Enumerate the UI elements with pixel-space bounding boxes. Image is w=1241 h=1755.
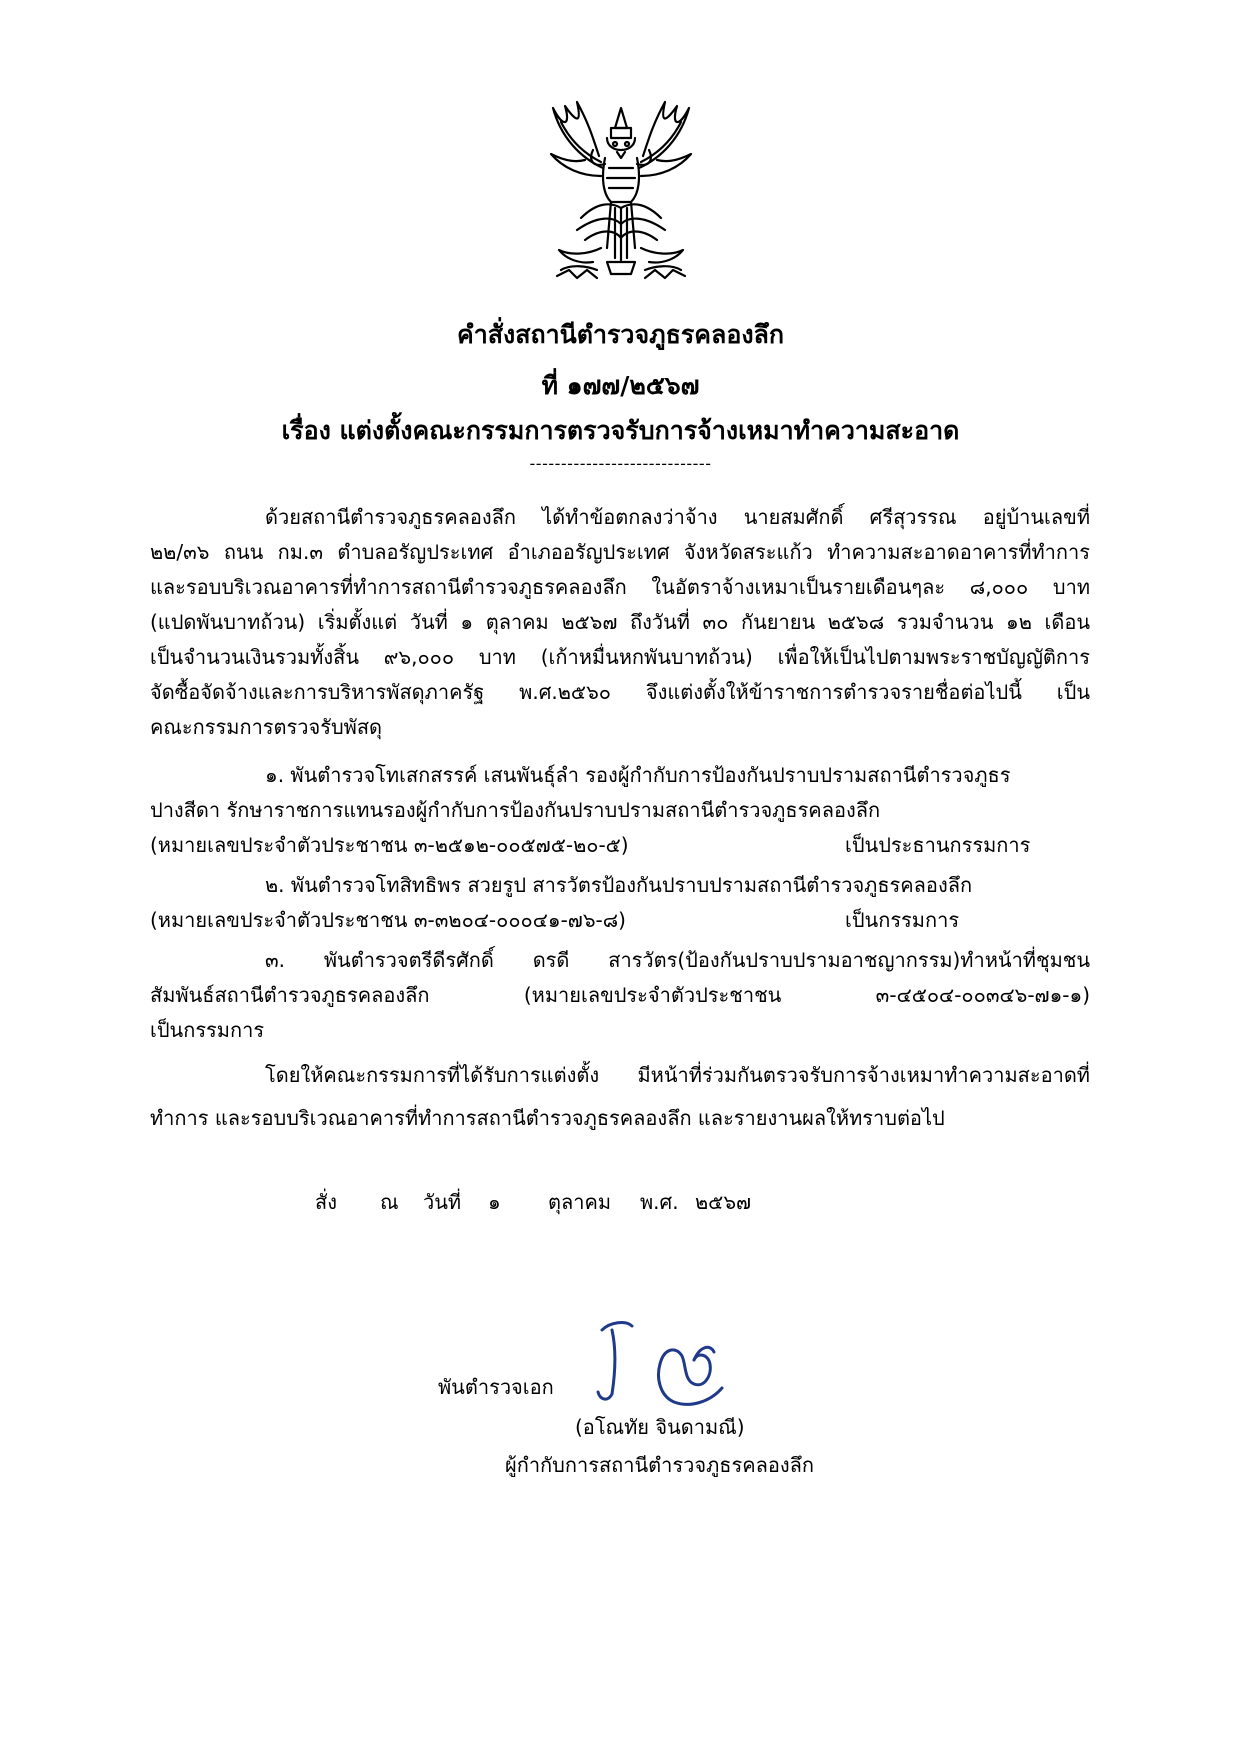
- para1-line3: และรอบบริเวณอาคารที่ทำการสถานีตำรวจภูธรคลองลึก ในอัตราจ้างเหมาเป็นรายเดือนๆละ ๘,๐๐๐ บาท: [150, 575, 1090, 599]
- handwritten-signature: [590, 1318, 750, 1410]
- para1-line4: (แปดพันบาทถ้วน) เริ่มตั้งแต่ วันที่ ๑ ตุลาคม ๒๕๖๗ ถึงวันที่ ๓๐ กันยายน ๒๕๖๘ รวมจำนวน ๑๒ เดือน: [150, 610, 1090, 634]
- member1-line2: ปางสีดา รักษาราชการแทนรองผู้กำกับการป้องกันปราบปรามสถานีตำรวจภูธรคลองลึก: [150, 798, 881, 822]
- order-date-at: ณ: [380, 1190, 399, 1214]
- order-date-day: ๑: [488, 1190, 501, 1214]
- para1-line6: จัดซื้อจัดจ้างและการบริหารพัสดุภาครัฐ พ.ศ.๒๕๖๐ จึงแต่งตั้งให้ข้าราชการตำรวจรายชื่อต่อไปนี้ เป็น: [150, 680, 1090, 704]
- para1-line7: คณะกรรมการตรวจรับพัสดุ: [150, 715, 383, 739]
- para1-line5: เป็นจำนวนเงินรวมทั้งสิ้น ๙๖,๐๐๐ บาท (เก้าหมื่นหกพันบาทถ้วน) เพื่อให้เป็นไปตามพระราชบัญญัติการ: [150, 645, 1090, 669]
- signer-name: (อโณทัย จินดามณี): [575, 1415, 745, 1439]
- order-subject: เรื่อง แต่งตั้งคณะกรรมการตรวจรับการจ้างเหมาทำความสะอาด: [281, 416, 960, 445]
- order-date-month: ตุลาคม: [548, 1190, 612, 1214]
- para1-line2: ๒๒/๓๖ ถนน กม.๓ ตำบลอรัญประเทศ อำเภออรัญประเทศ จังหวัดสระแก้ว ทำความสะอาดอาคารที่ทำการ: [150, 540, 1090, 564]
- order-number: ที่ ๑๗๗/๒๕๖๗: [541, 371, 700, 400]
- member3-line2: สัมพันธ์สถานีตำรวจภูธรคลองลึก (หมายเลขประจำตัวประชาชน ๓-๔๕๐๔-๐๐๓๔๖-๗๑-๑): [150, 983, 1090, 1007]
- member1-id: (หมายเลขประจำตัวประชาชน ๓-๒๕๑๒-๐๐๕๗๕-๒๐-๕): [150, 833, 629, 857]
- order-date-day-label: วันที่: [423, 1190, 462, 1214]
- signer-rank: พันตำรวจเอก: [438, 1375, 554, 1399]
- document-title: คำสั่งสถานีตำรวจภูธรคลองลึก: [456, 320, 785, 349]
- para2-line1: โดยให้คณะกรรมการที่ได้รับการแต่งตั้ง มีหน้าที่ร่วมกันตรวจรับการจ้างเหมาทำความสะอาดที่: [265, 1063, 1090, 1087]
- member2-role: เป็นกรรมการ: [845, 908, 960, 932]
- order-date-era: พ.ศ.: [640, 1190, 679, 1214]
- divider: -----------------------------: [529, 454, 712, 473]
- order-date-label: สั่ง: [315, 1190, 337, 1214]
- member1-line1: ๑. พันตำรวจโทเสกสรรค์ เสนพันธุ์ลำ รองผู้กำกับการป้องกันปราบปรามสถานีตำรวจภูธร: [265, 763, 1011, 787]
- para1-line1: ด้วยสถานีตำรวจภูธรคลองลึก ได้ทำข้อตกลงว่าจ้าง นายสมศักดิ์ ศรีสุวรรณ อยู่บ้านเลขที่: [265, 505, 1090, 529]
- order-date-year: ๒๕๖๗: [695, 1190, 752, 1214]
- member3-line3: เป็นกรรมการ: [150, 1018, 265, 1042]
- member1-role: เป็นประธานกรรมการ: [845, 833, 1031, 857]
- member3-line1: ๓. พันตำรวจตรีดีรศักดิ์ ดรดี สารวัตร(ป้องกันปราบปรามอาชญากรรม)ทำหน้าที่ชุมชน: [265, 948, 1090, 972]
- member2-line1: ๒. พันตำรวจโทสิทธิพร สวยรูป สารวัตรป้องกันปราบปรามสถานีตำรวจภูธรคลองลึก: [265, 873, 973, 897]
- signer-position: ผู้กำกับการสถานีตำรวจภูธรคลองลึก: [505, 1453, 814, 1477]
- member2-id: (หมายเลขประจำตัวประชาชน ๓-๓๒๐๔-๐๐๐๔๑-๗๖-๘): [150, 908, 626, 932]
- para2-line2: ทำการ และรอบบริเวณอาคารที่ทำการสถานีตำรวจภูธรคลองลึก และรายงานผลให้ทราบต่อไป: [150, 1106, 945, 1130]
- garuda-emblem: [541, 98, 701, 298]
